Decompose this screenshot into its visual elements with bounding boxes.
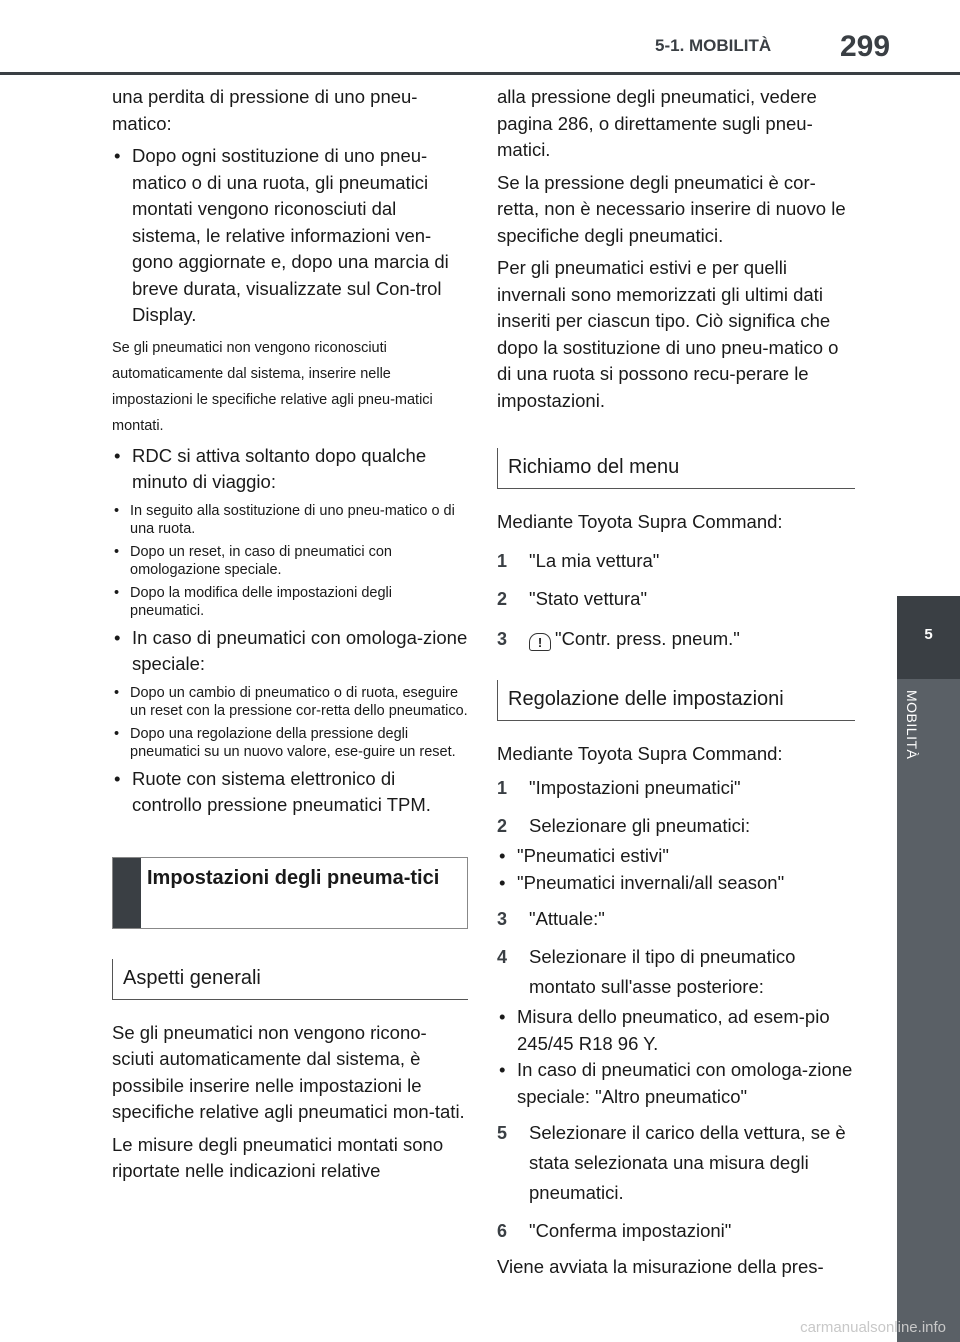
paragraph: Per gli pneumatici estivi e per quelli invernali sono memorizzati gli ultimi dati inseriti per ciascun tipo. Ciò significa che dopo la sostituzione di uno pneu-matico o di una ruota si possono recu-perare le impostazioni. (497, 257, 839, 411)
step-item (497, 904, 855, 934)
step-text: "Attuale:" (529, 908, 605, 929)
step-number: 6 (497, 1221, 508, 1241)
step-item (497, 773, 855, 803)
subsection-heading-title: Aspetti generali (123, 966, 261, 989)
step-item (497, 1118, 855, 1208)
sub-bullet-list (112, 684, 468, 761)
step-number: 2 (497, 816, 508, 836)
step-text: Selezionare il carico della vettura, se è stata selezionata una misura degli pneumatici. (529, 1122, 846, 1203)
bullet-item: • In caso di pneumatici con omologa-zione speciale: (112, 625, 468, 678)
paragraph: Le misure degli pneumatici montati sono riportate nelle indicazioni relative (112, 1133, 444, 1181)
subsection-heading (497, 448, 855, 489)
running-header-section: 5-1. MOBILITÀ (655, 36, 772, 55)
bullet-item: • Ruote con sistema elettronico di controllo pressione pneumatici TPM. (112, 766, 468, 819)
sub-bullet-item: • Dopo la modifica delle impostazioni degli pneumatici. (112, 584, 468, 620)
watermark: carmanualsonline.info (800, 1319, 946, 1336)
note-paragraph: Se gli pneumatici non vengono riconosciuti automaticamente dal sistema, inserire nelle impostazioni le specifiche relative agli pneu-matici montati. (112, 339, 433, 434)
step-number: 1 (497, 778, 508, 798)
bullet-item: • Dopo ogni sostituzione di uno pneu-matico o di una ruota, gli pneumatici montati vengono riconosciuti dal sistema, le relative informazioni ven-gono aggiornate e, dopo una marcia di breve durata, visualizzate sul Con-trol Display. (112, 143, 468, 329)
paragraph: Se la pressione degli pneumatici è cor-retta, non è necessario inserire di nuovo le specifiche degli pneumatici. (497, 171, 846, 246)
step-item (497, 1216, 855, 1246)
sub-bullet-list (112, 502, 468, 620)
step-item (497, 546, 855, 576)
sub-bullet-item: • Dopo un reset, in caso di pneumatici con omologazione speciale. (112, 543, 468, 579)
paragraph: Mediante Toyota Supra Command: (497, 511, 783, 532)
step-text: "La mia vettura" (529, 549, 660, 571)
paragraph: una perdita di pressione di uno pneu-matico: (112, 86, 418, 134)
paragraph: Se gli pneumatici non vengono ricono-sciuti automaticamente dal sistema, è possibile inserire nelle impostazioni le specifiche relative agli pneumatici mon-tati. (112, 1021, 465, 1122)
left-column (112, 84, 468, 1185)
section-heading (112, 857, 468, 929)
section-heading-title: Impostazioni degli pneuma-tici (147, 866, 440, 889)
sub-bullet-item: • In seguito alla sostituzione di uno pneu-matico o di una ruota. (112, 502, 468, 538)
paragraph: Viene avviata la misurazione della pres- (497, 1256, 824, 1277)
step-number: 3 (497, 909, 508, 929)
step-item (497, 584, 855, 614)
step-text: "Conferma impostazioni" (529, 1220, 732, 1241)
step-text: "Contr. press. pneum." (555, 627, 740, 649)
step-number: 2 (497, 588, 508, 609)
chapter-label-text: MOBILITÀ (904, 690, 920, 760)
step-number: 4 (497, 947, 508, 967)
sub-bullet-item: • Dopo un cambio di pneumatico o di ruota, eseguire un reset con la pressione cor-retta dello pneumatico. (112, 684, 468, 720)
section-heading-bar (113, 858, 141, 928)
bullet-item: • Misura dello pneumatico, ad esem-pio 245/45 R18 96 Y. (497, 1004, 855, 1057)
chapter-number: 5 (924, 626, 933, 643)
paragraph: Mediante Toyota Supra Command: (497, 742, 783, 764)
page-number: 299 (840, 30, 891, 63)
tire-pressure-warning-icon: ! (529, 633, 551, 651)
paragraph: alla pressione degli pneumatici, vedere pagina 286, o direttamente sugli pneu-matici. (497, 86, 817, 160)
bullet-item: • "Pneumatici invernali/all season" (497, 870, 855, 897)
step-number: 3 (497, 628, 508, 649)
bullet-item: • "Pneumatici estivi" (497, 843, 855, 870)
step-item (497, 811, 855, 841)
step-text: Selezionare gli pneumatici: (529, 815, 751, 836)
step-item (497, 942, 855, 1002)
subsection-heading-title: Richiamo del menu (508, 456, 680, 478)
step-text: Selezionare il tipo di pneumatico montato sull'asse posteriore: (529, 946, 796, 997)
bullet-item: • RDC si attiva soltanto dopo qualche minuto di viaggio: (112, 443, 468, 496)
chapter-label (904, 690, 944, 810)
step-text: "Stato vettura" (529, 587, 648, 609)
step-text: "Impostazioni pneumatici" (529, 777, 741, 798)
bullet-item: • In caso di pneumatici con omologa-zione speciale: "Altro pneumatico" (497, 1057, 855, 1110)
subsection-heading (497, 680, 855, 721)
step-item (497, 624, 855, 654)
sub-bullet-item: • Dopo una regolazione della pressione degli pneumatici su un nuovo valore, ese-guire un reset. (112, 725, 468, 761)
right-column (497, 84, 855, 1281)
subsection-heading-title: Regolazione delle impostazioni (508, 687, 784, 710)
step-number: 1 (497, 550, 508, 571)
subsection-heading (112, 959, 468, 1000)
step-number: 5 (497, 1123, 508, 1143)
header-rule (0, 72, 960, 75)
